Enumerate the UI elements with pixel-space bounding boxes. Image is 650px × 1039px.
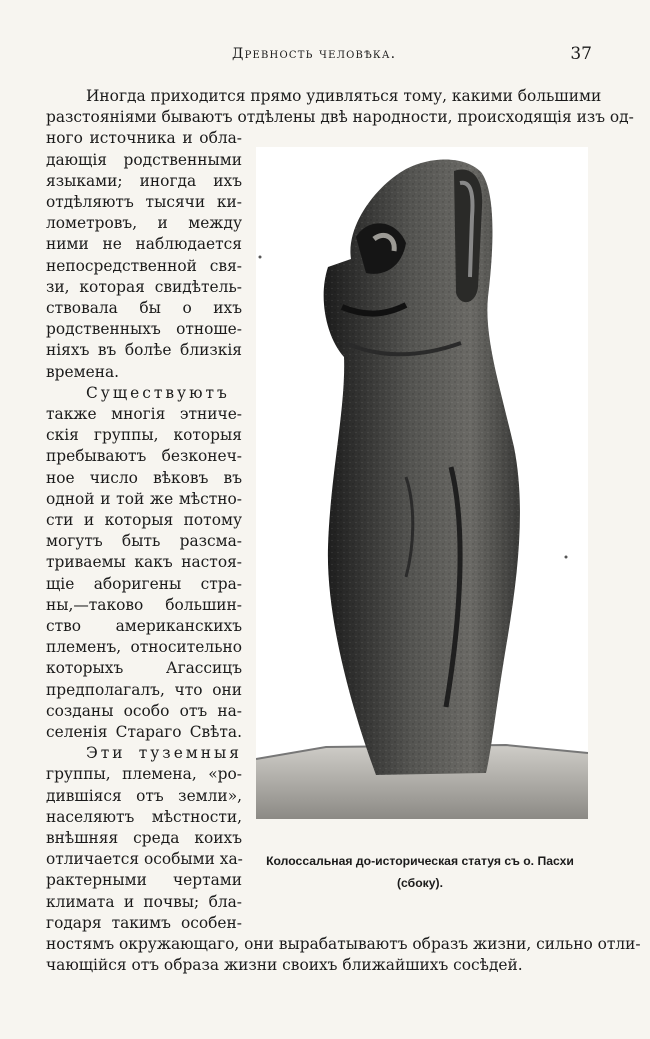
text-line: триваемы какъ настоя- (46, 553, 242, 571)
text-line: также многія этниче- (46, 405, 242, 423)
text-line: щіе аборигены стра- (46, 575, 242, 593)
text-line: ностямъ окружающаго, они вырабатываютъ образъ жизни, сильно отли- (46, 935, 641, 953)
running-header (0, 46, 650, 70)
text-line: ними не наблюдается (46, 235, 242, 253)
text-line: Иногда приходится прямо удивляться тому, какими большими (86, 87, 602, 105)
text-line: ство американскихъ (46, 617, 242, 635)
text-line: годаря такимъ особен- (46, 914, 242, 932)
text-line: ніяхъ въ болѣе близкія (46, 341, 242, 359)
caption-line: (сбоку). (397, 876, 443, 890)
text-line: созданы особо отъ на- (46, 702, 242, 720)
text-line: непосредственной свя- (46, 257, 242, 275)
text-line: отдѣляютъ тысячи ки- (46, 193, 242, 211)
text-line: сти и которыя потому (46, 511, 242, 529)
text-line: которыхъ Агассицъ (46, 659, 242, 677)
text-line: предполагалъ, что они (46, 681, 242, 699)
text-line: разстояніями бываютъ отдѣлены двѣ народности, происходящія изъ од- (46, 108, 634, 126)
text-line: внѣшняя среда коихъ (46, 829, 242, 847)
text-line: Эти туземныя (86, 744, 242, 762)
running-title: Древность человѣка. (232, 46, 397, 62)
text-line: зи, которая свидѣтель- (46, 278, 242, 296)
text-line: населяютъ мѣстности, (46, 808, 242, 826)
text-line: ного источника и обла- (46, 129, 242, 147)
text-line: ствовала бы о ихъ (46, 299, 242, 317)
figure-caption (240, 850, 600, 894)
text-line: чающійся отъ образа жизни своихъ ближайшихъ сосѣдей. (46, 956, 523, 974)
text-line: дившіяся отъ земли», (46, 787, 242, 805)
text-line: климата и почвы; бла- (46, 893, 242, 911)
text-line: языками; иногда ихъ (46, 172, 242, 190)
text-line: скія группы, которыя (46, 426, 242, 444)
caption-line: Колоссальная до-историческая статуя съ о. Пасхи (266, 854, 574, 868)
text-line: рактерными чертами (46, 871, 242, 889)
text-line: пребываютъ безконеч- (46, 447, 242, 465)
text-line: селенія Стараго Свѣта. (46, 723, 242, 741)
statue-photograph (256, 147, 588, 819)
page-number: 37 (570, 44, 592, 64)
text-line: могутъ быть разсма- (46, 532, 242, 550)
text-line: времена. (46, 363, 120, 381)
text-line: отличается особыми ха- (46, 850, 243, 868)
text-line: группы, племена, «ро- (46, 765, 242, 783)
text-line: ное число вѣковъ въ (46, 469, 242, 487)
text-line: ны,—таково большин- (46, 596, 242, 614)
text-line: одной и той же мѣстно- (46, 490, 242, 508)
text-line: Существуютъ (86, 384, 230, 402)
text-line: родственныхъ отноше- (46, 320, 242, 338)
text-line: лометровъ, и между (46, 214, 242, 232)
text-line: племенъ, относительно (46, 638, 242, 656)
text-line: дающія родственными (46, 151, 242, 169)
